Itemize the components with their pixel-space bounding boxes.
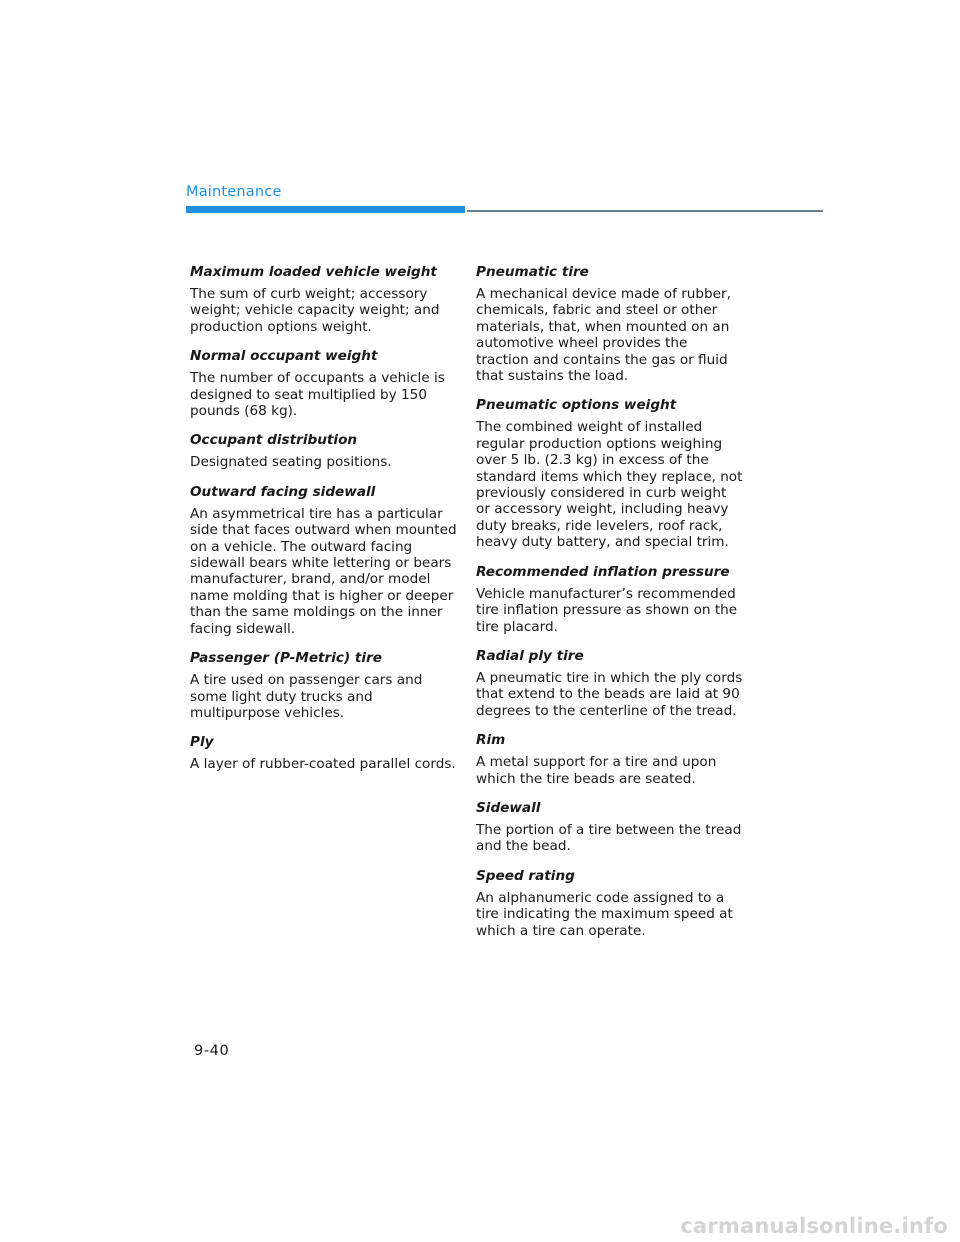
glossary-term: Ply xyxy=(190,734,214,751)
left-column xyxy=(190,263,462,785)
glossary-definition: The combined weight of installed regular production options weighing over 5 lb. (2.3 kg) in excess of the standard items which they replace, not previously considered in curb weight or accessory weight, including heavy duty breaks, ride levelers, roof rack, heavy duty battery, and special trim. xyxy=(476,419,743,551)
header-accent-rule xyxy=(186,206,465,213)
glossary-term: Sidewall xyxy=(476,799,541,816)
glossary-term: Outward facing sidewall xyxy=(190,483,376,500)
glossary-term: Passenger (P-Metric) tire xyxy=(190,650,383,667)
glossary-definition: A tire used on passenger cars and some light duty trucks and multipurpose vehicles. xyxy=(190,672,423,721)
glossary-definition: A metal support for a tire and upon which the tire beads are seated. xyxy=(476,754,717,787)
glossary-term: Pneumatic tire xyxy=(476,264,589,280)
glossary-entry xyxy=(190,483,462,637)
glossary-entry xyxy=(476,867,744,939)
glossary-entry xyxy=(190,733,462,772)
glossary-definition: A layer of rubber-coated parallel cords. xyxy=(190,756,456,773)
glossary-definition: An asymmetrical tire has a particular side that faces outward when mounted on a vehicle. The outward facing sidewall bears white lettering or bears manufacturer, brand, and/or model name molding that is higher or deeper than the same moldings on the inner facing sidewall. xyxy=(190,505,457,637)
glossary-entry xyxy=(190,347,462,419)
glossary-entry xyxy=(476,263,744,384)
glossary-term: Speed rating xyxy=(476,867,575,884)
glossary-entry xyxy=(476,563,744,635)
glossary-entry xyxy=(190,263,462,335)
glossary-term: Maximum loaded vehicle weight xyxy=(190,264,437,280)
glossary-entry xyxy=(190,649,462,721)
glossary-entry xyxy=(476,799,744,855)
glossary-entry xyxy=(476,396,744,550)
glossary-entry xyxy=(476,731,744,787)
right-column xyxy=(476,263,744,951)
glossary-definition: The portion of a tire between the tread and the bead. xyxy=(476,821,742,855)
glossary-definition: Vehicle manufacturer’s recommended tire inflation pressure as shown on the tire placard. xyxy=(476,585,738,635)
glossary-definition: Designated seating positions. xyxy=(190,454,392,471)
watermark: carmanualsonline.info xyxy=(680,1214,948,1238)
glossary-definition: The number of occupants a vehicle is designed to seat multiplied by 150 pounds (68 kg). xyxy=(190,370,445,420)
glossary-entry xyxy=(476,647,744,719)
glossary-entry xyxy=(190,431,462,470)
page-number: 9-40 xyxy=(194,1043,230,1059)
glossary-term: Radial ply tire xyxy=(476,647,584,664)
glossary-term: Rim xyxy=(476,732,506,749)
header-divider-rule xyxy=(467,210,823,212)
glossary-definition: A mechanical device made of rubber, chemicals, fabric and steel or other materials, that, when mounted on an automotive wheel provides the traction and contains the gas or fluid that sustains the load. xyxy=(476,286,731,385)
glossary-term: Normal occupant weight xyxy=(190,348,378,365)
glossary-definition: An alphanumeric code assigned to a tire indicating the maximum speed at which a tire can operate. xyxy=(476,889,733,939)
glossary-term: Pneumatic options weight xyxy=(476,397,677,414)
glossary-term: Occupant distribution xyxy=(190,432,358,449)
glossary-term: Recommended inflation pressure xyxy=(476,563,730,580)
glossary-definition: A pneumatic tire in which the ply cords that extend to the beads are laid at 90 degrees to the centerline of the tread. xyxy=(476,669,743,719)
section-label: Maintenance xyxy=(186,184,282,200)
glossary-definition: The sum of curb weight; accessory weight; vehicle capacity weight; and production options weight. xyxy=(190,286,440,335)
